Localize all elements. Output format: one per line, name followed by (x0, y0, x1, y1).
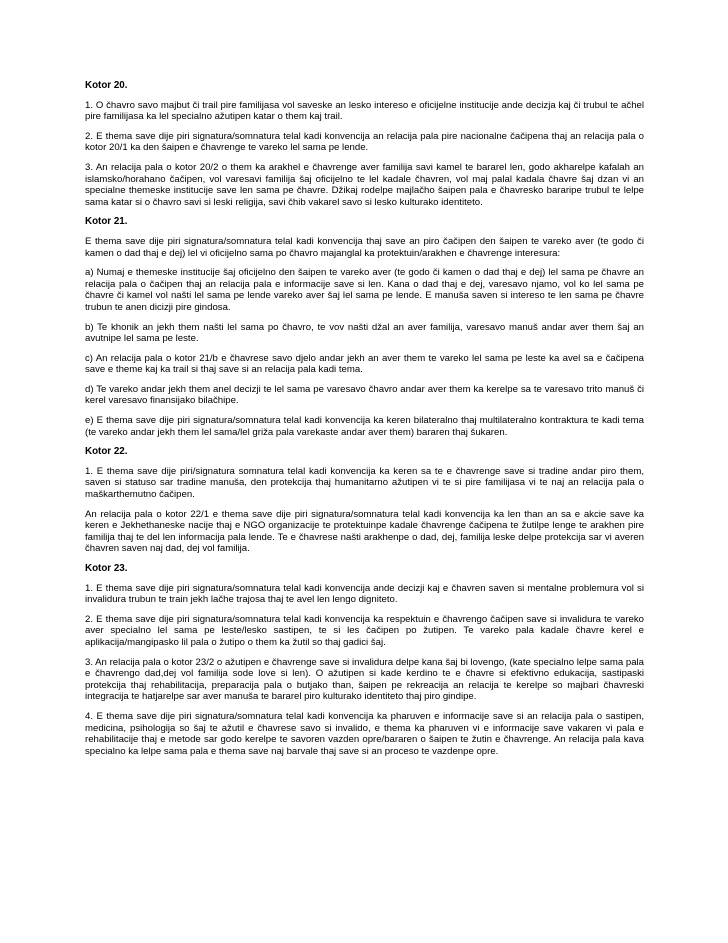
paragraph: c) An relacija pala o kotor 21/b e čhavrese savo djelo andar jekh an aver them te vareko lel sama pe leste ka avel sa e čačipena save e theme kaj ka trail si thaj save si an relacija pala kadi tema. (85, 352, 644, 376)
paragraph: 3. An relacija pala o kotor 23/2 o ažutipen e čhavrenge save si invalidura delpe kana šaj bi lovengo, (kate specialno lelpe sama pala e čhavrengo dad,dej vol familija sode love si len). O ažutipen si kade kerdino te e čhavre si efektivno edukacija, sastipaski protekcija thaj rehabilitacija, preparacija pala o butjako than, šaipen pe rekreacija an relacija te kerelpe so majbari čhavreski integracija te hatjarelpe sar aver manuša te bararel piro kulturako identiteto thaj piro gindipe. (85, 656, 644, 703)
paragraph: E thema save dije piri signatura/somnatura telal kadi konvencija thaj save an piro čačipen den šaipen te vareko aver (te godo či kamen o dad thaj e dej) lel vi oficijelno sama po čhavro majanglal ka protektuin/arakhen e čhavrenge interesura: (85, 235, 644, 259)
paragraph: 4. E thema save dije piri signatura/somnatura telal kadi konvencija ka pharuven e informacije save si an relacija pala o sastipen, medicina, psihologija so šaj te ažutil e čhavrese savo si invalido, e thema ka pharuven vi e informacije save vakaren vi pala e rehabilitacije thaj e metode sar godo kerelpe te savoren vazden opre/bararen o šaipen te žutin e čhavrenge. An relacija pala kava specialno ka lelpe sama pala e thema save naj barvale thaj save si an proceso te vazdenpe opre. (85, 710, 644, 757)
paragraph: An relacija pala o kotor 22/1 e thema save dije piri signatura/somnatura telal kadi konvencija ka len than an sa e akcie save ka keren e Jekhethaneske nacije thaj e NGO organizacije te protektuinpe kadale čhavrenge čačipena te žutilpe lenge te arakhen pire familija thaj te del len informacija pala lende. Te e čhavrese našti arakhenpe o dad, dej, familija leske delpe protekcija sar vi averen čhavren saven naj dad, dej vol familija. (85, 508, 644, 555)
paragraph: b) Te khonik an jekh them našti lel sama po čhavro, te vov našti džal an aver familija, varesavo manuš andar aver them šaj an avutnipe lel sama pe leste. (85, 321, 644, 345)
paragraph: d) Te vareko andar jekh them anel decizji te lel sama pe varesavo čhavro andar aver them ka kerelpe sa te varesavo trito manuš či kerel varesavo finansijako bilačhipe. (85, 383, 644, 407)
paragraph: 3. An relacija pala o kotor 20/2 o them ka arakhel e čhavrenge aver familija savi kamel te bararel len, godo akharelpe kafalah an islamsko/horahano čačipen, vol varesavi familija šaj oficijelno te lel kadale čhavren, vol maj palal kadala čhavre šaj dzan vi an specialne themeske institucije save len sama pe čhavre. Džikaj rodelpe majlačho šaipen pala e čhavresko bararipe trubul te lelpe sama katar si o čhavro savi si leski religija, savi čhib vakarel savo si lesko kulturako identiteto. (85, 161, 644, 208)
paragraph: 1. E thema save dije piri signatura/somnatura telal kadi konvencija ande decizji kaj e čhavren saven si mentalne problemura vol si invalidura trubun te train jekh lačhe trajosa thaj te avel len lengo digniteto. (85, 582, 644, 606)
section-heading-kotor-23: Kotor 23. (85, 563, 128, 574)
paragraph: 1. O čhavro savo majbut či trail pire familijasa vol saveske an lesko intereso e oficijelne institucije ande decizja kaj či trubul te ačhel pire familijasa ka lel specialno ažutipen katar o them kaj trail. (85, 99, 644, 123)
section-heading-kotor-20: Kotor 20. (85, 80, 128, 91)
section-heading-kotor-21: Kotor 21. (85, 216, 128, 228)
paragraph: e) E thema save dije piri signatura/somnatura telal kadi konvencija ka keren bilateralno thaj multilateralno kontraktura te kadi tema (te vareko andar jekh them lel sama/lel griža pala varekaste andar aver them) bararen thaj šukaren. (85, 415, 644, 438)
document-page (85, 80, 644, 765)
paragraph: a) Numaj e themeske institucije šaj oficijelno den šaipen te vareko aver (te godo či kamen o dad thaj e dej) lel sama pe čhavre an relacija pala o čačipen thaj an relacija pala e informacije save si len. Kana o dad thaj e dej, varesavo njamo, vol ko lel sama pe čhavre či kamel vol našti lel sama pe lende vareko aver šaj lel sama pe lende. E manuša saven si intereso te len sama pe čhavre trubun te anen dicizji pire gindosa. (85, 267, 644, 313)
paragraph: 2. E thema save dije piri signatura/somnatura telal kadi konvencija an relacija pala pire nacionalne čačipena thaj an relacija pala o kotor 20/1 ka den šaipen e čhavrenge te vareko lel sama pe lende. (85, 130, 644, 154)
paragraph: 1. E thema save dije piri/signatura somnatura telal kadi konvencija ka keren sa te e čhavrenge save si tradine andar piro them, saven si statuso sar tradine manuša, den protekcija thaj humanitarno ažutipen vi te si pire familijasa vi te naj an relacija pala o maškarthemutno čačipen. (85, 465, 644, 501)
paragraph: 2. E thema save dije piri signatura/somnatura telal kadi konvencija ka respektuin e čhavrengo čačipen save si invalidura te vareko aver specialno lel sama pe leste/lesko sastipen, te si les čačipen po žutipen. Te vareko pala kadale čhavre kerel e aplikacija/mangipasko lil pala o žutipo o them ka žutil so thaj gadici šaj. (85, 613, 644, 648)
section-heading-kotor-22: Kotor 22. (85, 446, 128, 458)
